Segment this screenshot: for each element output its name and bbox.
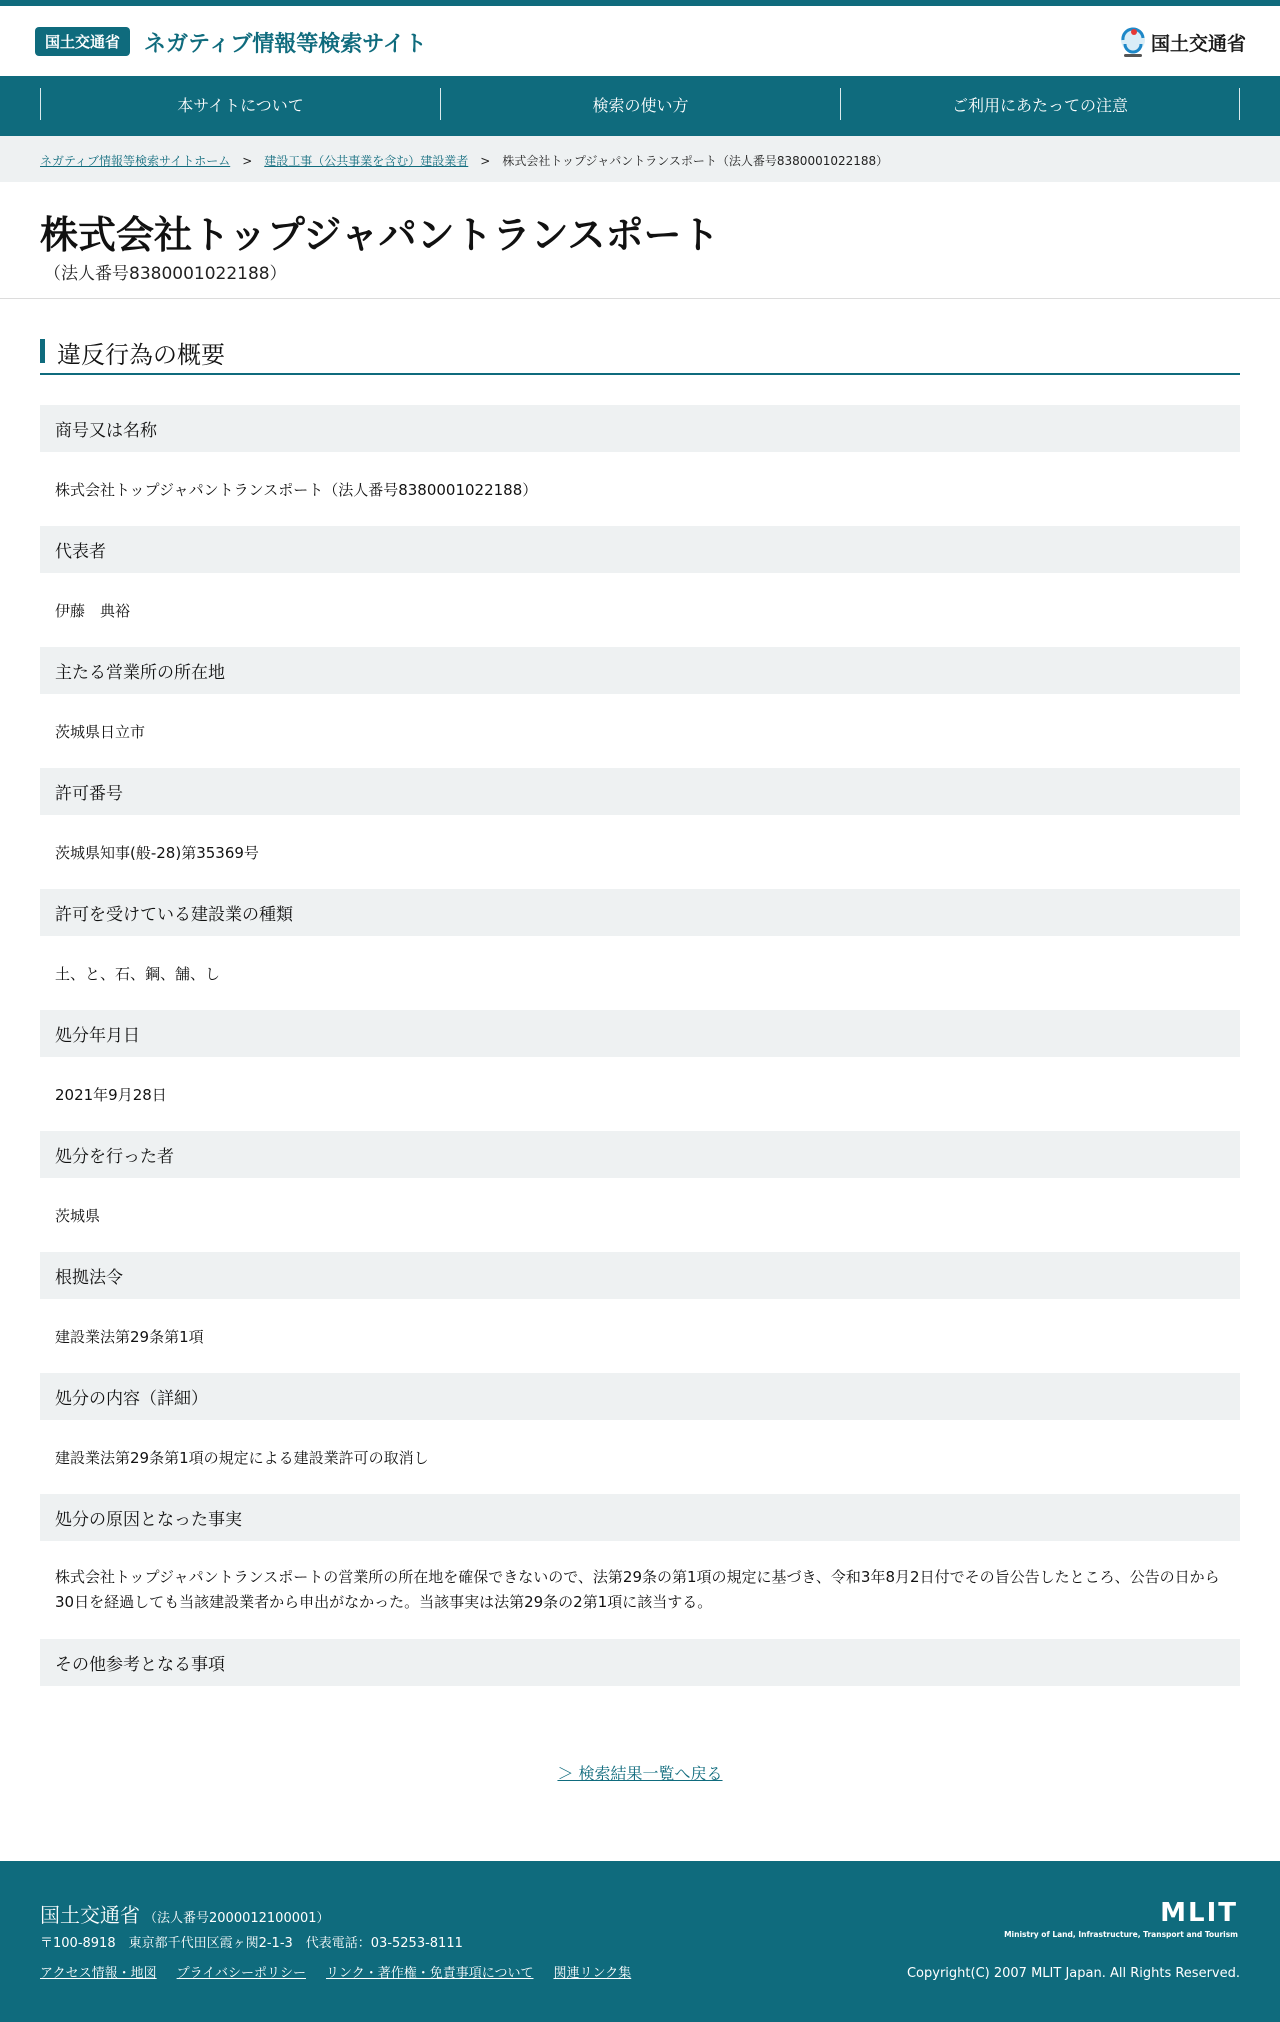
- nav-how-to-search[interactable]: 検索の使い方: [440, 88, 840, 120]
- footer-link-privacy[interactable]: プライバシーポリシー: [176, 1966, 306, 1981]
- field-value-office-location: 茨城県日立市: [55, 722, 146, 741]
- field-value-trade-name: 株式会社トップジャパントランスポート（法人番号8380001022188）: [55, 480, 538, 499]
- violation-details: [40, 405, 1240, 1686]
- ministry-emblem-icon: [1119, 26, 1147, 58]
- site-title[interactable]: ネガティブ情報等検索サイト: [144, 32, 427, 57]
- field-value-license-number: 茨城県知事(般-28)第35369号: [55, 843, 259, 862]
- field-value-disposition-details: 建設業法第29条第1項の規定による建設業許可の取消し: [55, 1448, 429, 1467]
- footer-link-related[interactable]: 関連リンク集: [553, 1966, 632, 1981]
- back-to-results-link[interactable]: ＞ 検索結果一覧へ戻る: [557, 1764, 723, 1783]
- section-heading-text: 違反行為の概要: [57, 341, 225, 369]
- mlit-logo-subtext: Ministry of Land, Infrastructure, Transport and Tourism: [1004, 1930, 1238, 1939]
- footer-link-copyright[interactable]: リンク・著作権・免責事項について: [325, 1966, 534, 1981]
- mlit-logo[interactable]: [1004, 1898, 1240, 1941]
- breadcrumb-separator: >: [480, 153, 491, 168]
- field-value-legal-basis: 建設業法第29条第1項: [55, 1327, 204, 1346]
- ministry-logo-text: 国土交通省: [1150, 32, 1246, 55]
- field-label-disposing-authority: 処分を行った者: [40, 1131, 1240, 1178]
- field-value-disposition-date: 2021年9月28日: [55, 1085, 167, 1104]
- nav-about[interactable]: 本サイトについて: [40, 88, 440, 120]
- field-label-disposition-date: 処分年月日: [40, 1010, 1240, 1057]
- back-link-container: [0, 1761, 1280, 1784]
- field-label-license-types: 許可を受けている建設業の種類: [40, 889, 1240, 936]
- breadcrumb-current: 株式会社トップジャパントランスポート（法人番号8380001022188）: [502, 154, 889, 168]
- field-value-representative: 伊藤 典裕: [55, 601, 131, 620]
- ministry-badge: 国土交通省: [35, 27, 130, 56]
- footer-copyright: Copyright(C) 2007 MLIT Japan. All Rights Reserved.: [906, 1966, 1240, 1981]
- field-label-cause-facts: 処分の原因となった事実: [40, 1494, 1240, 1541]
- section-heading-bar: [40, 339, 45, 363]
- section-heading: [40, 335, 1240, 375]
- field-label-other-notes: その他参考となる事項: [40, 1639, 1240, 1686]
- footer-ministry: [40, 1899, 330, 1928]
- field-label-trade-name: 商号又は名称: [40, 405, 1240, 452]
- nav-usage-notes[interactable]: ご利用にあたっての注意: [840, 88, 1240, 120]
- field-label-office-location: 主たる営業所の所在地: [40, 647, 1240, 694]
- breadcrumb-home-link[interactable]: ネガティブ情報等検索サイトホーム: [40, 154, 231, 168]
- corporate-number: （法人番号8380001022188）: [44, 264, 287, 284]
- site-header: [0, 6, 1280, 76]
- footer-links: [40, 1962, 631, 1981]
- field-value-cause-facts: 株式会社トップジャパントランスポートの営業所の所在地を確保できないので、法第29条の第1項の規定に基づき、令和3年8月2日付でその旨公告したところ、公告の日から30日を経過しても当該建設業者から申出がなかった。当該事実は法第29条の2第1項に該当する。: [55, 1568, 1220, 1611]
- main-nav: [0, 76, 1280, 136]
- site-footer: [0, 1861, 1280, 2022]
- field-value-disposing-authority: 茨城県: [55, 1206, 101, 1225]
- field-label-disposition-details: 処分の内容（詳細）: [40, 1373, 1240, 1420]
- footer-address: 〒100-8918 東京都千代田区霞ヶ関2-1-3 代表電話：03-5253-8111: [40, 1936, 463, 1951]
- footer-link-access[interactable]: アクセス情報・地図: [40, 1966, 157, 1981]
- field-value-license-types: 土、と、石、鋼、舗、し: [55, 964, 221, 983]
- company-header: [0, 182, 1280, 299]
- breadcrumb: [0, 136, 1280, 182]
- field-label-license-number: 許可番号: [40, 768, 1240, 815]
- mlit-logo-text: MLIT: [1160, 1898, 1238, 1928]
- breadcrumb-separator: >: [242, 153, 253, 168]
- footer-ministry-name: 国土交通省: [40, 1903, 140, 1927]
- breadcrumb-category-link[interactable]: 建設工事（公共事業を含む）建設業者: [264, 154, 469, 168]
- ministry-logo[interactable]: [1119, 26, 1246, 58]
- field-label-legal-basis: 根拠法令: [40, 1252, 1240, 1299]
- footer-ministry-number: （法人番号2000012100001）: [144, 1911, 330, 1926]
- field-label-representative: 代表者: [40, 526, 1240, 573]
- page-title: 株式会社トップジャパントランスポート: [40, 213, 720, 257]
